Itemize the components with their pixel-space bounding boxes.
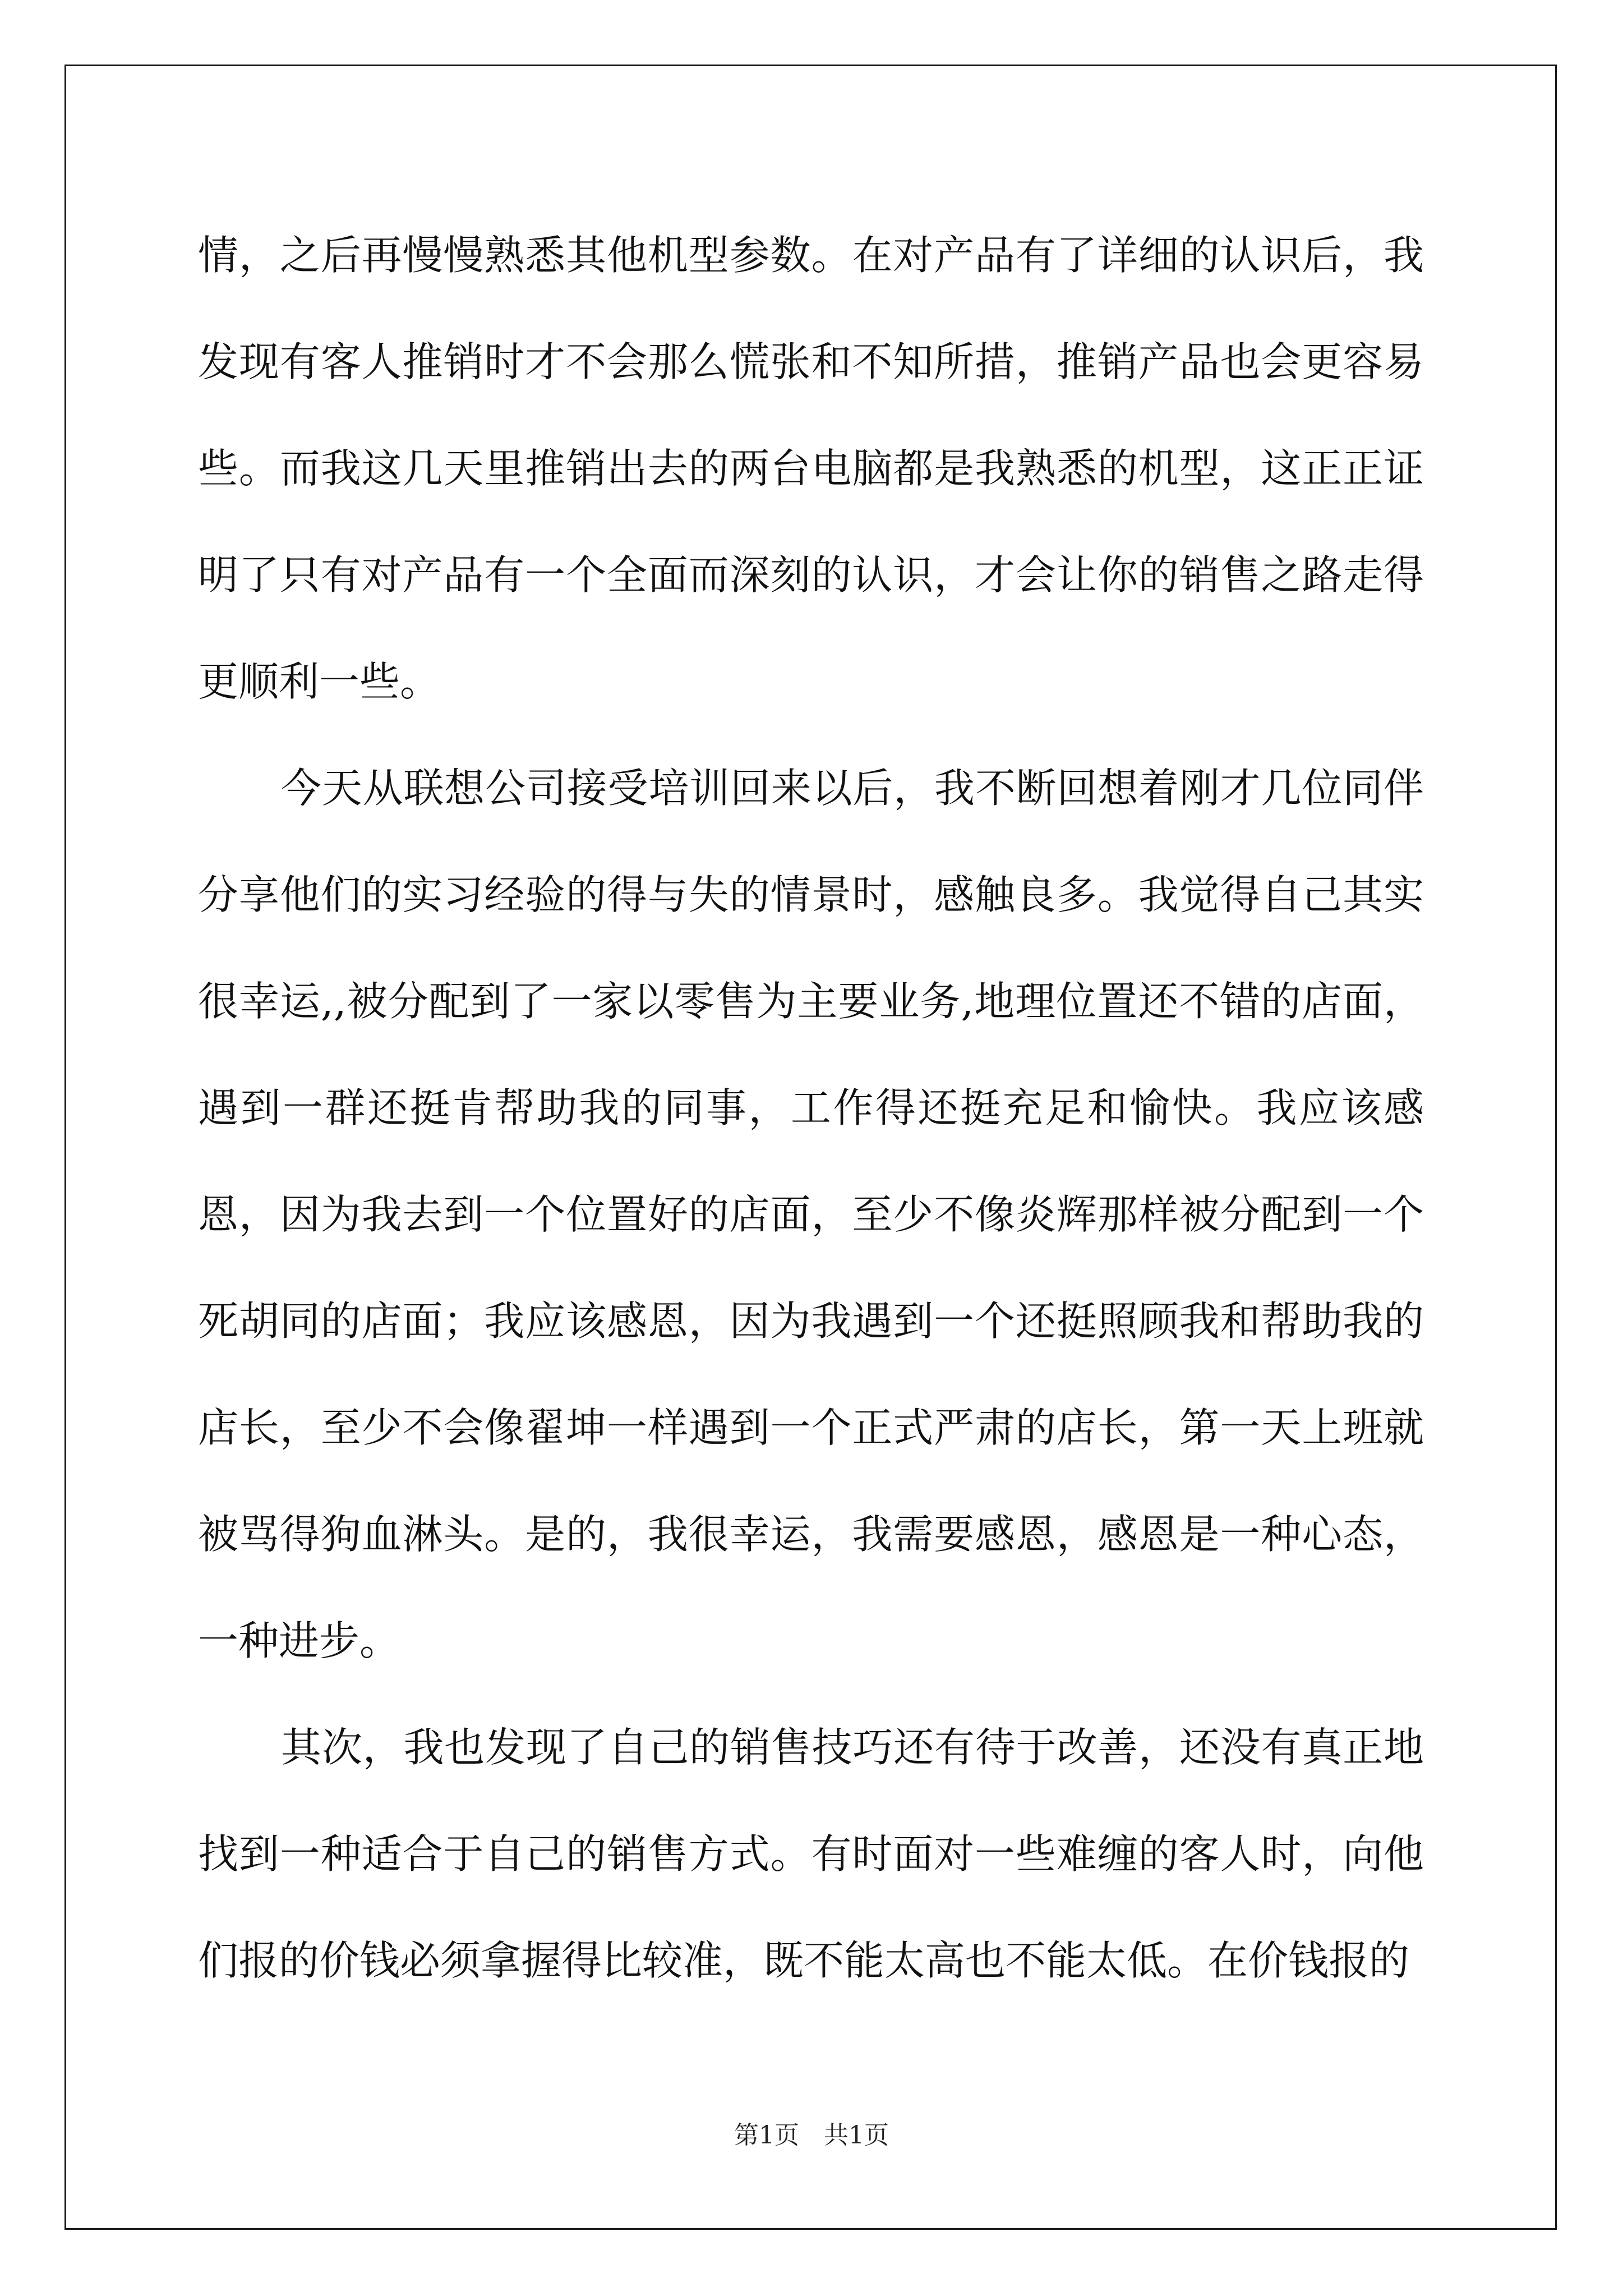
document-body (198, 202, 1424, 2014)
paragraph-3: 其次，我也发现了自己的销售技巧还有待于改善，还没有真正地找到一种适合于自己的销售方式。有时面对一些难缠的客人时，向他们报的价钱必须拿握得比较准，既不能太高也不能太低。在价钱报的 (198, 1724, 1424, 1984)
paragraph-2: 今天从联想公司接受培训回来以后，我不断回想着刚才几位同伴分享他们的实习经验的得与失的情景时，感触良多。我觉得自己其实很幸运,,被分配到了一家以零售为主要业务,地理位置还不错的店面，遇到一群还挺肯帮助我的同事，工作得还挺充足和愉快。我应该感恩，因为我去到一个位置好的店面，至少不像炎辉那样被分配到一个死胡同的店面；我应该感恩，因为我遇到一个还挺照顾我和帮助我的店长，至少不会像翟坤一样遇到一个正式严肃的店长，第一天上班就被骂得狗血淋头。是的，我很幸运，我需要感恩，感恩是一种心态，一种进步。 (198, 765, 1424, 1664)
page-number-footer: 第1页 共1页 (734, 2121, 889, 2150)
paragraph-1: 情，之后再慢慢熟悉其他机型参数。在对产品有了详细的认识后，我发现有客人推销时才不会那么慌张和不知所措，推销产品也会更容易些。而我这几天里推销出去的两台电脑都是我熟悉的机型，这正正证明了只有对产品有一个全面而深刻的认识，才会让你的销售之路走得更顺利一些。 (198, 232, 1424, 705)
